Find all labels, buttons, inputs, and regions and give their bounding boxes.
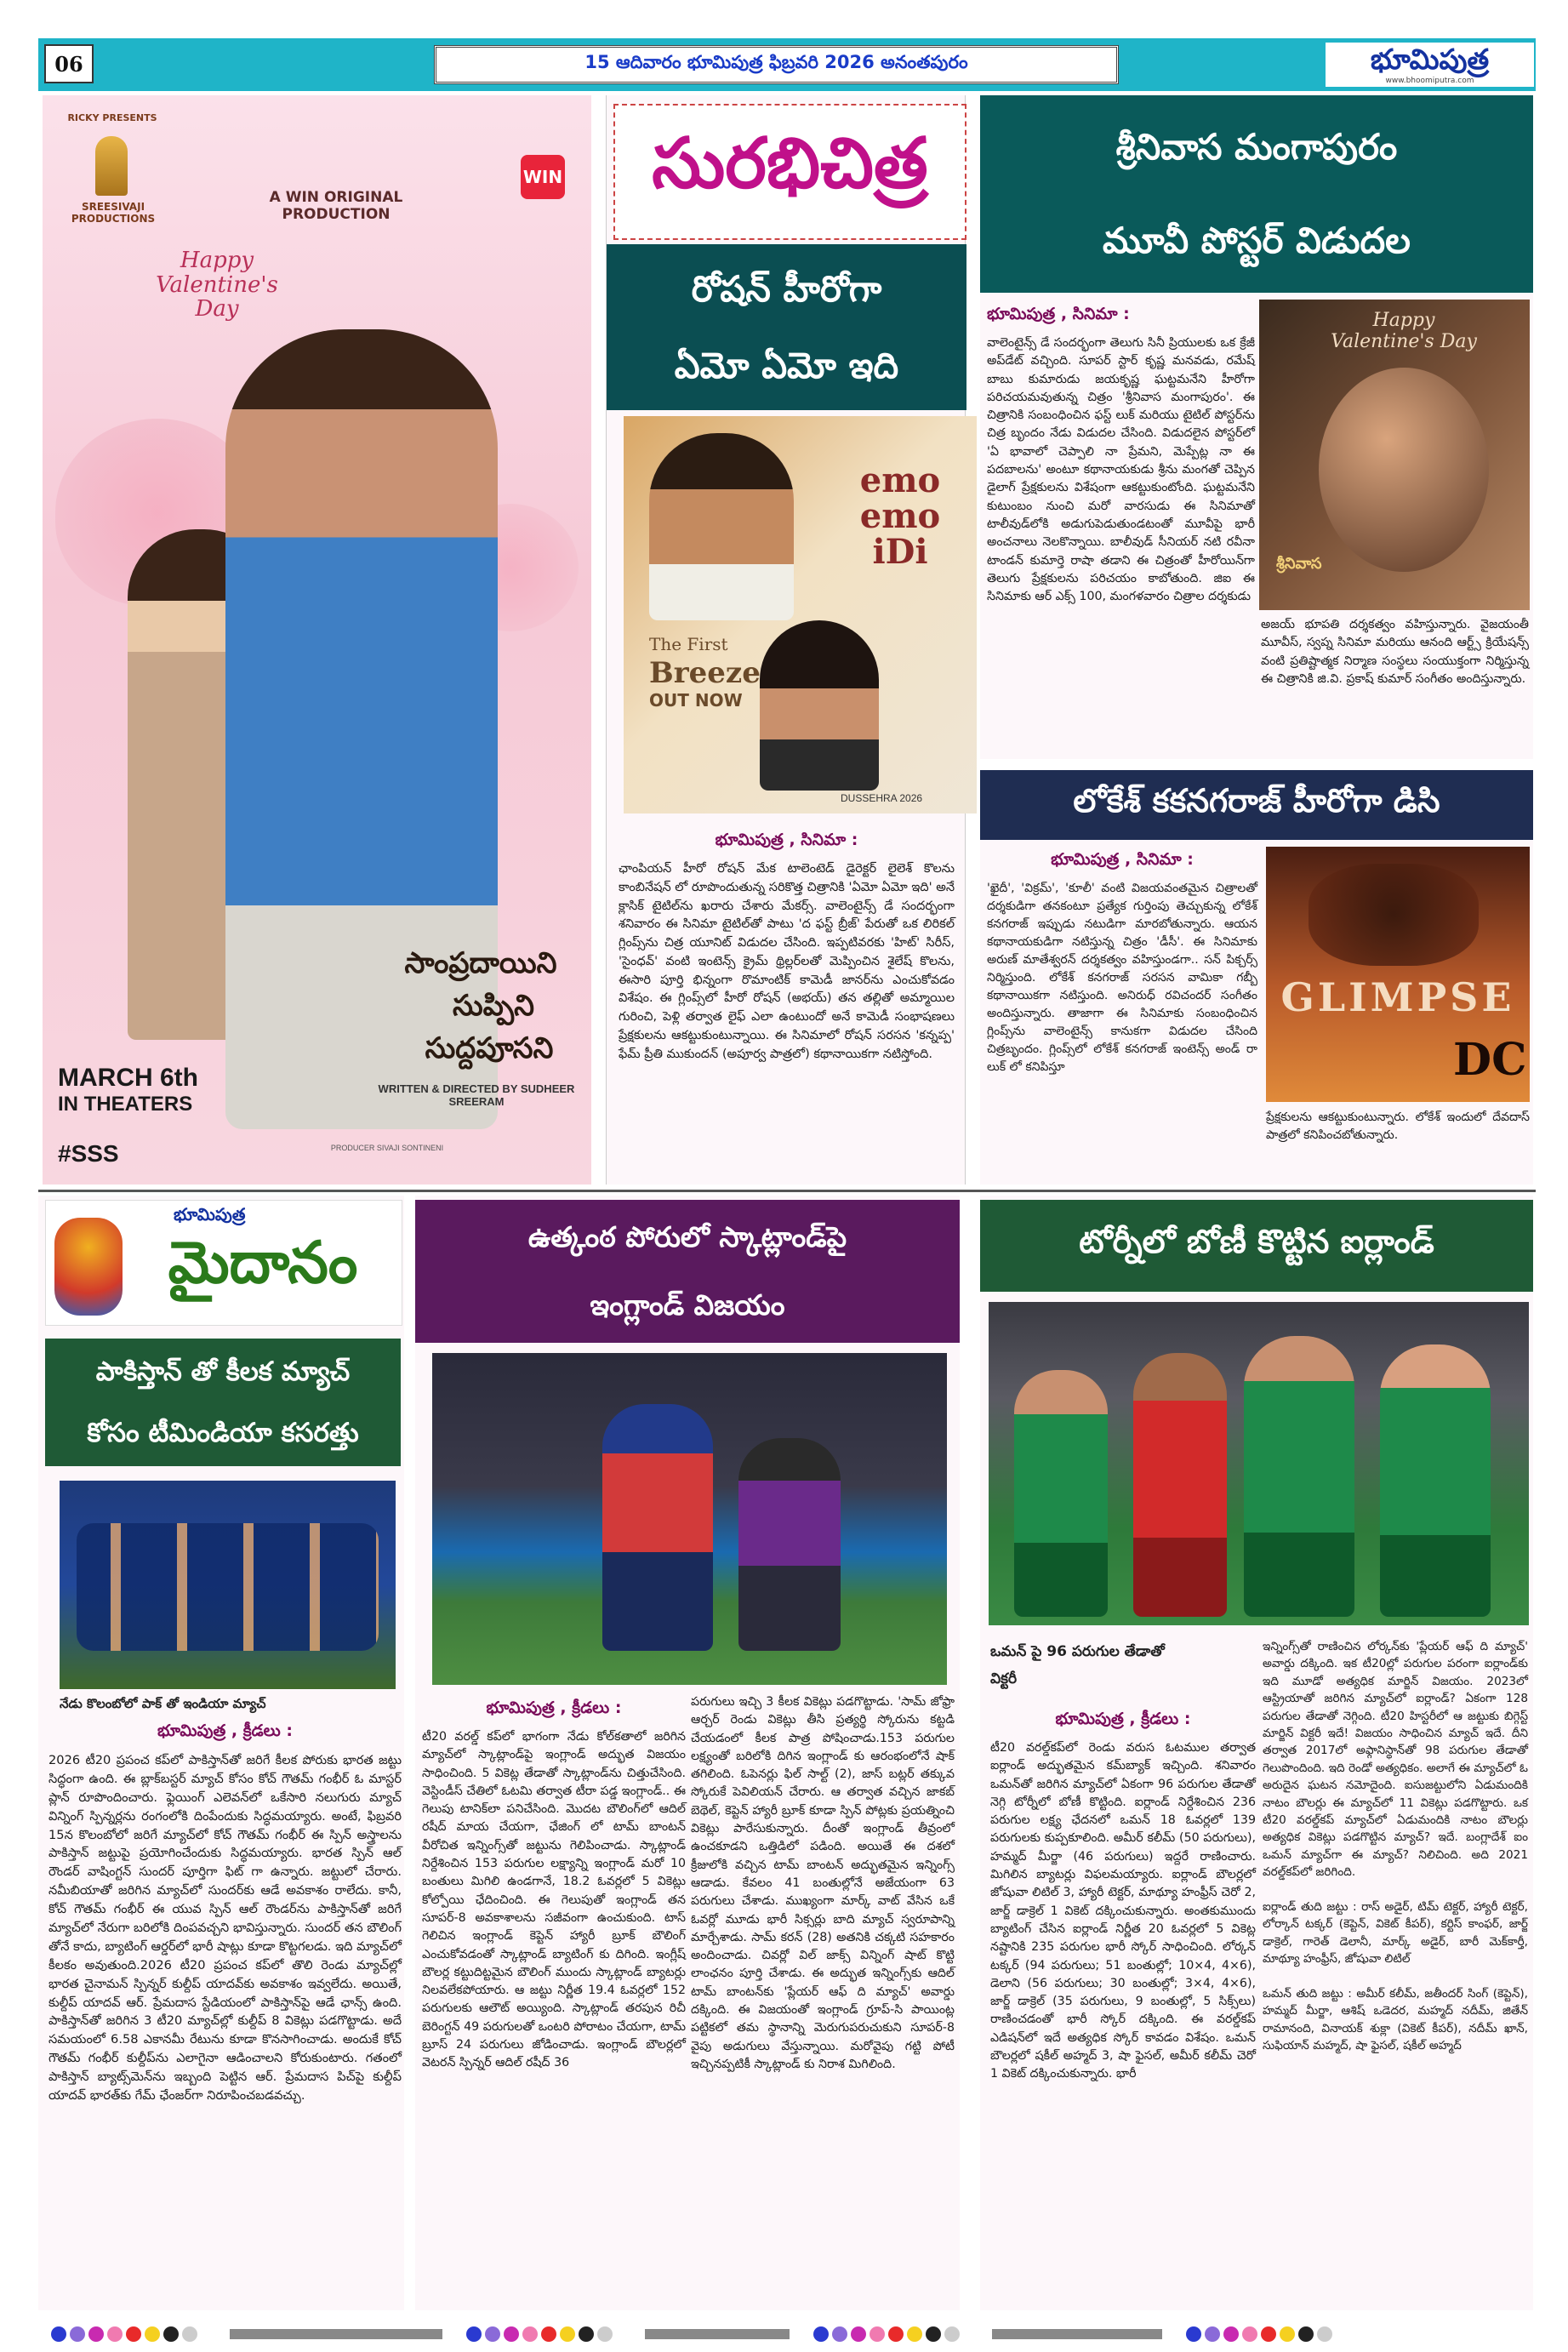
title-line-2: సుప్పిని [453,989,534,1023]
color-dots-2 [466,2326,613,2342]
scotland-headline-line-2: ఇంగ్లాండ్ విజయం [590,1288,785,1322]
roshan-body: ఛాంపియన్ హీరో రోషన్ మేక టాలెంటెడ్ డైరెక్టర్ లైలెశ్ కొలను కాంబినేషన్ లో రూపొందుతున్న సరికొత్త చిత్రానికి 'ఏమో ఏమో ఇది' అనే క్లాసిక్ టైటిల్‌ను ఖరారు చేశారు మేకర్స్. వాలెంటైన్స్ డే సందర్భంగా శనివారం ఈ సినిమా టైటిల్‌తో పాటు 'ద ఫస్ట్ బ్రీజ్' పేరుతో ఒక లిరికల్ గ్లింప్స్‌ను చిత్ర యూనిట్ విడుదల చేసింది. ఇప్పటివరకు 'హిట్' సిరీస్, 'సైంధవ్' వంటి ఇంటెన్స్ క్రైమ్ థ్రిల్లర్‌లతో మెప్పించిన శైలేష్ కొలను, ఈసారి పూర్తి భిన్నంగా రొమాంటిక్ కామెడీ జానర్‌ను ఎంచుకోవడం విశేషం. ఈ గ్లింప్స్‌లో హీరో రోషన్ (అభయ్) తన తల్లితో అమ్మాయిల గురించి, పెళ్లి తర్వాత లైఫ్ ఎలా ఉంటుందో అనే కామెడీ సంభాషణలు ప్రేక్షకులను ఆకట్టుకుంటున్నాయి. ఈ సినిమాలో రోషన్ సరసన 'కన్నప్ప' ఫేమ్ ప్రీతి ముకుందన్ (అపూర్వ పాత్రలో) కథానాయికగా నటిస్తోంది. [619,862,955,1061]
srinivasa-article-left [987,300,1255,606]
batsman-figure [602,1404,713,1651]
release-theaters: IN THEATERS [58,1093,193,1116]
surabhi-logo: సురభిచిత్ర [613,104,966,240]
dc-glimpse-poster [1266,847,1530,1102]
maidanam-logo-top: భూమిపుత్ర [174,1204,246,1225]
srinivasa-headline [980,95,1533,293]
srinivasa-poster [1259,300,1530,610]
roshan-article [607,817,966,1072]
couple-figure [1319,368,1489,572]
emo-tagline-1: The First [649,634,728,654]
ireland-caption-line-1: ఒమన్ పై 96 పరుగుల తేడాతో [990,1643,1165,1660]
pak-match-caption: నేడు కొలంబోలో పాక్ తో ఇండియా మ్యాచ్ [60,1696,266,1711]
page-number: 06 [44,44,94,83]
dc-figures [1309,864,1479,966]
cricket-player-icon [54,1218,123,1316]
footer-strip [51,2325,1514,2343]
producer-credit: PRODUCER SIVAJI SONTINENI [330,1144,444,1152]
footer-bar-1 [230,2329,442,2339]
brand-win-original: A WIN ORIGINAL PRODUCTION [269,189,403,223]
pak-match-article [48,1716,402,2105]
srinivasa-body-right: అజయ్ భూపతి దర్శకత్వం వహిస్తున్నారు. వైజయంతీ మూవీస్, స్వప్న సినిమా మరియు ఆనంది ఆర్ట్స్ క్రియేషన్స్ వంటి ప్రతిష్టాత్మక నిర్మాణ సంస్థలు సంయుక్తంగా నిర్మిస్తున్న ఈ చిత్రానికి జి.వి. ప్రకాష్ కుమార్ సంగీతం అందిస్తున్నారు. [1261,618,1529,686]
players-figures [77,1523,379,1651]
pak-match-byline: భూమిపుత్ర , క్రీడలు : [157,1721,293,1740]
scotland-byline: భూమిపుత్ర , క్రీడలు : [486,1698,622,1717]
masthead-title: భూమిపుత్ర [1370,43,1490,76]
ireland-headline: టోర్నీలో బోణీ కొట్టిన ఐర్లాండ్ [980,1200,1533,1292]
actress-figure [760,620,879,791]
ireland-player-1 [1014,1370,1108,1617]
actor-figure [649,433,794,620]
dc-tag: DC [1453,1034,1527,1086]
ireland-body-right: ఇన్నింగ్స్‌తో రాణించిన లోర్కన్‌కు 'ప్లేయర్ ఆఫ్ ది మ్యాచ్' అవార్డు దక్కింది. ఇక టీ20ల్లో పరుగుల పరంగా ఐర్లాండ్‌కు ఇది మూడో అత్యధిక మార్జిన్ విజయం. 2023లో ఆస్ట్రియాతో జరిగిన మ్యాచ్‌లో ఐర్లాండ్? ఏకంగా 128 పరుగుల తేడాతో నెగ్గింది. టీ20 హిస్టరీలో ఆ జట్టుకు బిగ్గెస్ట్ మార్జిన్ విక్టరీ ఇదే! విజయం సాధించిన మ్యాచ్ ఇదే. దీని తర్వాత 2017లో అఫ్గానిస్థాన్‌తో 98 పరుగుల తేడాతో గెలుపొందింది. ఇది రెండో అత్యధికం. అలాగే ఈ మ్యాచ్‌లో ఓ అరుదైన ఘటన నమోదైంది. ఐసుజట్టులోని ఏడుమందికి నాటం బౌలర్లు ఈ మ్యాచ్‌లో 11 వికెట్లు పడగొట్టారు. ఒక టీ20 వరల్డ్‌కప్ మ్యాచ్‌లో ఏడుమందికి నాటం బౌలర్లు అత్యధిక వికెట్లు పడగొట్టిన మ్యాచ్? ఇదే. బంగ్లాదేశ్ ఐం ఒమన్ మ్యాచ్‌గా ఈ మ్యాచ్? నిలిచింది. అది 2021 వరల్డ్‌కప్‌లో జరిగింది. ఐర్లాండ్ తుది జట్టు : రాస్ అడైర్, టిమ్ టెక్టర్, హ్యారీ టెక్టర్, లోర్కాన్ టక్కర్ (కెప్టెన్, వికెట్ కీపర్), కర్టిస్ కాంఫర్, జార్జ్ డాక్రెల్, గారెత్ డెలానీ, మార్క్ అడైర్, బారీ మెక్‌కార్తీ, మాథ్యూ హంఫ్రీస్, జోషువా లిటిల్ ఒమన్ తుది జట్టు : అమీర్ కలీమ్, జతీందర్ సింగ్ (కెప్టెన్), హమ్మద్ మీర్జా, ఆశిష్ ఒడెదర, మహ్మద్ నదీమ్, జితేన్ రామానంది, వినాయక్ శుక్లా (వికెట్ కీపర్), నదీమ్ ఖాన్, సుఫియాన్ మహ్మద్, షా ఫైసల్, షకీల్ అహ్మద్ [1263,1640,1528,2052]
color-dots-3 [813,2326,960,2342]
title-line-3: సుద్దపూసని [425,1031,554,1065]
ireland-section [980,1196,1533,2310]
oman-player [1133,1353,1227,1617]
emo-poster-title: emo emo iDi [859,460,941,572]
release-date: MARCH 6th [58,1064,198,1092]
scotland-section [415,1196,960,2310]
section-divider [38,1190,1536,1192]
scotland-body-left: టీ20 వరల్డ్ కప్‌లో భాగంగా నేడు కోల్‌కతాలో జరిగిన మ్యాచ్‌లో స్కాట్లాండ్‌పై ఇంగ్లాండ్ అద్భుత విజయం సాధించింది. 5 వికెట్ల తేడాతో స్కాట్లాండ్‌ను చిత్తుచేసింది. వెస్టిండీస్ చేతిలో ఓటమి తర్వాత టీరా పడ్డ ఇంగ్లాండ్.. ఈ గెలుపు టానిక్‌లా పనిచేసింది. మొదట బౌలింగ్‌లో ఆదిల్ రషీద్ మాయ చేయగా, ఛేజింగ్ లో టామ్ బాంటన్ వీరోచిత ఇన్నింగ్స్‌తో జట్టును గెలిపించాడు. స్కాట్లాండ్ నిర్దేశించిన 153 పరుగుల లక్ష్యాన్ని ఇంగ్లాండ్ మరో 10 బంతులు మిగిలి ఉండగానే, 18.2 ఓవర్లలో 5 వికెట్లు కోల్పోయి ఛేదించింది. ఈ గెలుపుతో ఇంగ్లాండ్ తన సూపర్-8 అవకాశాలను సజీవంగా ఉంచుకుంది. టాస్ గెలిచిన ఇంగ్లాండ్ కెప్టెన్ హ్యారీ బ్రూక్ బౌలింగ్ ఎంచుకోవడంతో స్కాట్లాండ్ బ్యాటింగ్ కు దిగింది. ఇంగ్లీష్ బౌలర్ల కట్టుదిట్టమైన బౌలింగ్ ముందు స్కాట్లాండ్ బ్యాటర్లు నిలవలేకపోయారు. ఆ జట్టు నిర్ణీత 19.4 ఓవర్లలో 152 పరుగులకు ఆలౌట్ అయ్యింది. స్కాట్లాండ్ తరపున రిచీ బెరింగ్టన్ 49 పరుగులతో ఒంటరి పోరాటం చేయగా, టామ్ బ్రూస్ 24 పరుగులు జోడించాడు. ఇంగ్లాండ్ బౌలర్లలో వెటరన్ స్పిన్నర్ ఆదిల్ రషీద్ 36 [422,1730,686,2070]
footer-bar-3 [992,2329,1162,2339]
maidanam-logo [45,1200,402,1326]
trophy-logo-icon [95,136,128,196]
srinivasa-headline-line-2: మూవీ పోస్టర్ విడుదల [1103,220,1411,261]
srinivasa-headline-line-1: శ్రీనివాస మంగాపురం [1115,126,1398,168]
masthead-logo [1326,43,1534,87]
hashtag-sss: #SSS [58,1140,119,1167]
scotland-body-right: పరుగులు ఇచ్చి 3 కీలక వికెట్లు పడగొట్టాడు. 'సామ్ జోఫ్రా ఆర్చర్ రెండు వికెట్లు తీసి ప్రత్యర్థి స్కోరును కట్టడి చేయడంలో కీలక పాత్ర పోషించాడు.153 పరుగుల లక్ష్యంతో బరిలోకి దిగిన ఇంగ్లాండ్ కు ఆరంభంలోనే షాక్ తగిలింది. ఓపెనర్లు ఫిల్ సాల్ట్ (2), జాస్ బట్లర్ తక్కువ స్కోరుకే పెవిలియన్ చేరారు. ఆ తర్వాత వచ్చిన జాకబ్ బెథెల్, కెప్టెన్ హ్యారీ బ్రూక్ కూడా స్పిన్ పోట్లకు ప్రయత్నించి వికెట్లు పారేసుకున్నారు. దీంతో ఇంగ్లాండ్ తీవ్రంలో ఉంచకూడని ఒత్తిడిలో పడింది. అయితే ఈ దశలో క్రీజులోకి వచ్చిన టామ్ బాంటన్ అద్భుతమైన ఇన్నింగ్స్ ఆడాడు. కేవలం 41 బంతుల్లోనే అజేయంగా 63 పరుగులు చేశాడు. ముఖ్యంగా మార్క్ వాట్ వేసిన ఒకే ఓవర్లో మూడు భారీ సిక్సర్లు బాది మ్యాచ్ స్వరూపాన్ని మార్చేశాడు. సామ్ కరన్ (28) అతనికి చక్కటి సహకారం అందించాడు. చివర్లో విల్ జాక్స్ విన్నింగ్ షాట్ కొట్టి లాంఛనం పూర్తి చేశాడు. ఈ అద్భుత ఇన్నింగ్స్‌కు ఆదిల్ టామ్ బాంటన్‌కు 'ప్లేయర్ ఆఫ్ ది మ్యాచ్' అవార్డు దక్కింది. ఈ విజయంతో ఇంగ్లాండ్ గ్రూప్-సి పాయింట్ల పట్టికలో తమ స్థానాన్ని మెరుగుపరుచుకుని సూపర్-8 వైపు అడుగులు వేస్తున్నాయి. మరోవైపు గట్టి పోటీ ఇచ్చినప్పటికీ స్కాట్లాండ్ కు నిరాశ మిగిలింది. [691,1695,955,2071]
pak-match-headline [45,1339,401,1466]
maidanam-logo-main: మైదానం [168,1230,358,1297]
ireland-article-left [990,1704,1256,2084]
team-india-photo [60,1481,396,1689]
emo-poster-foot: DUSSEHRA 2026 [841,792,923,804]
roshan-headline-line-1: రోషన్ హీరోగా [691,267,882,310]
roshan-headline [607,244,966,410]
poster-greeting: Happy Valentine's Day [156,248,278,323]
lokesh-body-right: ప్రేక్షకులను ఆకట్టుకుంటున్నారు. లోకేశ్ ఇందులో దేవదాస్ పాత్రలో కనిపించబోతున్నారు. [1266,1110,1530,1142]
pak-match-headline-line-2: కోసం టీమిండియా కసరత్తు [87,1418,359,1448]
ireland-player-3 [1380,1344,1491,1617]
lokesh-headline: లోకేశ్ కకనగరాజ్ హీరోగా డిసి [980,770,1533,840]
scotland-match-photo [432,1353,947,1685]
brand-ricky: RICKY PRESENTS [67,112,157,123]
scotland-headline-line-1: ఉత్కంఠ పోరులో స్కాట్లాండ్‌పై [527,1220,847,1253]
title-line-1: సాంప్రదాయిని [404,946,557,980]
movie-poster-sss [43,95,591,1185]
lokesh-body: 'ఖైదీ', 'విక్రమ్', 'కూలీ' వంటి విజయవంతమైన చిత్రాలతో దర్శకుడిగా తనకంటూ ప్రత్యేక గుర్తింపు తెచ్చుకున్న లోకేశ్ కనగరాజ్ ఇప్పుడు నటుడిగా మారబోతున్నారు. ఆయన కథానాయకుడిగా నటిస్తున్న చిత్రం 'డీసీ'. ఈ సినిమాకు అరుణ్ మాతేశ్వరన్ దర్శకత్వం వహిస్తుండగా.. సన్ పిక్చర్స్ నిర్మిస్తుంది. లోకేశ్ కనగరాజ్ సరసన వామికా గబ్బీ కథానాయికగా నటిస్తుంది. అనిరుధ్ రవిచందర్ సంగీతం అందిస్తున్నారు. తాజాగా ఈ సినిమాకు సంబంధించిన గ్లింప్స్‌ను వాలెంటైన్స్ కానుకగా విడుదల చేసింది చిత్రబృందం. గ్లింప్స్‌లో లోకేశ్ కనగరాజ్ ఇంటెన్స్ అండ్ రా లుక్ లో కనిపిస్తూ [987,882,1257,1074]
srinivasa-section [980,95,1533,759]
lokesh-article-left [987,845,1257,1076]
director-credit: WRITTEN & DIRECTED BY SUDHEER SREERAM [378,1082,575,1108]
pak-match-headline-line-1: పాకిస్తాన్ తో కీలక మ్యాచ్ [95,1356,351,1387]
scotland-article-left [422,1693,686,2073]
emo-tagline-2: Breeze [649,656,761,690]
ireland-byline: భూమిపుత్ర , క్రీడలు : [1055,1710,1191,1728]
srinivasa-byline: భూమిపుత్ర , సినిమా : [987,305,1130,323]
pak-match-body: 2026 టీ20 ప్రపంచ కప్‌లో పాకిస్తాన్‌తో జరిగే కీలక పోరుకు భారత జట్టు సిద్ధంగా ఉంది. ఈ బ్లాక్‌బస్టర్ మ్యాచ్ కోసం కోచ్ గౌతమ్ గంభీర్ ఓ మాస్టర్ ప్లాన్ రూపొందించారు. ఫ్లెయింగ్ ఎలెవన్‌లో ఒకేసారి నలుగురు మ్యాచ్ విన్నింగ్ స్పిన్నర్లను రంగంలోకి దింపేందుకు సిద్ధమయ్యారు. అంటే, ఫిబ్రవరి 15న కొలంబోలో జరిగే మ్యాచ్‌లో కోచ్ గౌతమ్ గంభీర్ ఈ స్పిన్ అస్త్రాలను పాకిస్తాన్ జట్టుపై ప్రయోగించేందుకు సిద్ధమయ్యారు. భారత స్పిన్ ఆల్ రౌండర్ వాషింగ్టన్ సుందర్ పూర్తిగా ఫిట్ గా ఉన్నారు. జట్టులో చేరారు. నమీబియాతో జరిగిన మ్యాచ్‌లో సుందర్‌కు ఆడే అవకాశం రాలేదు. కానీ, కోచ్ గౌతమ్ గంభీర్ ఈ యువ స్పిన్ ఆల్ రౌండర్‌ను పాకిస్తాన్‌తో జరిగే మ్యాచ్‌లో నేరుగా బరిలోకి దింపవచ్చని భావిస్తున్నారు. సుందర్ తన బౌలింగ్ తోనే కాదు, బ్యాటింగ్ ఆర్డర్‌లో భారీ షాట్లు కూడా కొట్టగలడు. ఇది మ్యాచ్‌లో కీలకం అవుతుంది.2026 టీ20 ప్రపంచ కప్‌లో తొలి రెండు మ్యాచ్‌ల్లో భారత చైనామన్ స్పిన్నర్ కుల్దీప్ యాదవ్‌కు అవకాశం ఇవ్వలేదు. అయితే, కుల్దీప్ యాదవ్ ఆర్. ప్రేమదాస స్టేడియంలో పాకిస్తాన్‌పై ఆడే ఛాన్స్ ఉంది. పాకిస్తాన్‌తో జరిగిన 3 టీ20 మ్యాచ్‌ల్లో కుల్దీప్ 8 వికెట్లు పడగొట్టాడు. అదే సమయంలో 6.58 ఎకానమీ రేటును కూడా కొనసాగించాడు. అందుకే కోచ్ గౌతమ్ గంభీర్ కుల్దీప్‌ను ఎలాగైనా ఆడించాలని కోరుకుంటారు. గతంలో పాకిస్తాన్ బ్యాట్స్‌మెన్‌ను ఇబ్బంది పెట్టిన ఆర్. ప్రేమదాస పిచ్‌పై కుల్దీప్ యాదవ్ భారత్‌కు గేమ్ ఛేంజర్‌గా నిరూపించబడవచ్చు. [48,1753,402,2104]
surabhi-section [606,95,966,1185]
sports-section [38,1196,404,2310]
footer-bar-2 [645,2329,790,2339]
emo-emo-poster [624,416,977,813]
color-dots-1 [51,2326,197,2342]
ireland-caption-line-2: విక్టరీ [990,1670,1018,1688]
color-dots-4 [1186,2326,1332,2342]
ireland-match-photo [989,1302,1529,1625]
brand-sreesivaji: SREESIVAJI PRODUCTIONS [71,201,156,225]
ireland-player-2 [1244,1336,1354,1617]
srinivasa-poster-greeting: Happy Valentine's Day [1331,310,1477,352]
roshan-byline: భూమిపుత్ర , సినిమా : [715,831,858,849]
date-line: 15 ఆదివారం భూమిపుత్ర ఫిబ్రవరి 2026 అనంతపురం [434,45,1119,84]
lokesh-section [980,770,1533,1185]
srinivasa-body-left: వాలెంటైన్స్ డే సందర్భంగా తెలుగు సినీ ప్రియులకు ఒక క్రేజీ అప్‌డేట్ వచ్చింది. సూపర్ స్టార్ కృష్ణ మనవడు, రమేష్ బాబు కుమారుడు జయకృష్ణ ఘట్టమనేని హీరోగా పరిచయమవుతున్న చిత్రం 'శ్రీనివాస మంగాపురం'. ఈ చిత్రానికి సంబంధించిన ఫస్ట్ లుక్ మరియు టైటిల్ పోస్టర్‌ను చిత్ర బృందం నేడు విడుదల చేసింది. విడుదలైన పోస్టర్‌లో 'ఏ భావాలో చెప్పాలి నా ప్రేమని, మెప్పేట్ల నా ఈ పదబాలను' అంటూ కథానాయకుడు శ్రీను మంగతో చెప్పిన డైలాగ్ ప్రేక్షకులను విశేషంగా ఆకట్టుకుంటోంది. ఘట్టమనేని కుటుంబం నుంచి మరో వారసుడు ఈ సినిమాతో టాలీవుడ్‌లోకి అడుగుపెడుతుండటంతో మూవీపై భారీ అంచనాలు నెలకొన్నాయి. బాలీవుడ్ సీనియర్ నటి రవీనా టాండన్ కుమార్తె రాషా తడాని ఈ చిత్రంతో హీరోయిన్‌గా తెలుగు ప్రేక్షకులను పరిచయం కాబోతుంది. జిఐ ఈ సినిమాకు ఆర్ ఎక్స్ 100, మంగళవారం చిత్రాల దర్శకుడు [987,336,1255,604]
srinivasa-poster-title: శ్రీనివాస [1276,555,1322,573]
scotland-headline [415,1200,960,1343]
win-logo-icon: WIN [521,155,565,199]
emo-tagline-3: OUT NOW [649,690,743,711]
keeper-figure [738,1438,841,1651]
roshan-headline-line-2: ఏమో ఏమో ఇది [674,344,899,386]
ireland-body-left: టీ20 వరల్డ్‌కప్‌లో రెండు వరుస ఓటముల తర్వాత ఐర్లాండ్ అద్భుతమైన కమ్‌బ్యాక్ ఇచ్చింది. శనివారం ఒమన్‌తో జరిగిన మ్యాచ్‌లో ఏకంగా 96 పరుగుల తేడాతో నెగ్గి టోర్నీలో బోణీ కొట్టింది. ఐర్లాండ్ నిర్దేశించిన 236 పరుగుల లక్ష్య ఛేదనలో ఒమన్ 18 ఓవర్లలో 139 పరుగులకు కుప్పకూలింది. అమీర్ కలీమ్ (50 పరుగులు), హమ్మద్ మీర్జా (46 పరుగులు) ఇద్దరే రాణించారు. మిగిలిన బ్యాటర్లు విఫలమయ్యారు. ఐర్లాండ్ బౌలర్లలో జోషువా లిటిల్ 3, హ్యారీ టెక్టర్, మాథ్యూ హంఫ్రీస్ చెరో 2, జార్జ్ డాక్రెల్ 1 వికెట్ దక్కించుకున్నారు. అంతకుముందు బ్యాటింగ్ చేసిన ఐర్లాండ్ నిర్ణీత 20 ఓవర్లలో 5 వికెట్ల నష్టానికి 235 పరుగుల భారీ స్కోర్ సాధించింది. లోర్కన్ టక్కర్ (94 పరుగులు; 51 బంతుల్లో; 10×4, 4×6), డెలాని (56 పరుగులు; 30 బంతుల్లో; 3×4, 4×6), జార్జ్ డాక్రెల్ (35 పరుగులు, 9 బంతుల్లో, 5 సిక్స్‌లు) రాణించడంతో భారీ స్కోర్ దక్కింది. ఈ వరల్డ్‌కప్ ఎడిషన్‌లో ఇదే అత్యధిక స్కోర్ కావడం విశేషం. ఒమన్ బౌలర్లలో షకీల్ అహ్మద్ 3, షా ఫైసల్, అమీర్ కలీమ్ చెరో 1 వికెట్ దక్కించుకున్నారు. భారీ [990,1741,1256,2081]
ireland-caption [990,1638,1246,1693]
lokesh-byline: భూమిపుత్ర , సినిమా : [1051,850,1194,869]
glimpse-title: GLIMPSE [1280,974,1515,1020]
masthead-subtitle: www.bhoomiputra.com [1385,77,1474,85]
